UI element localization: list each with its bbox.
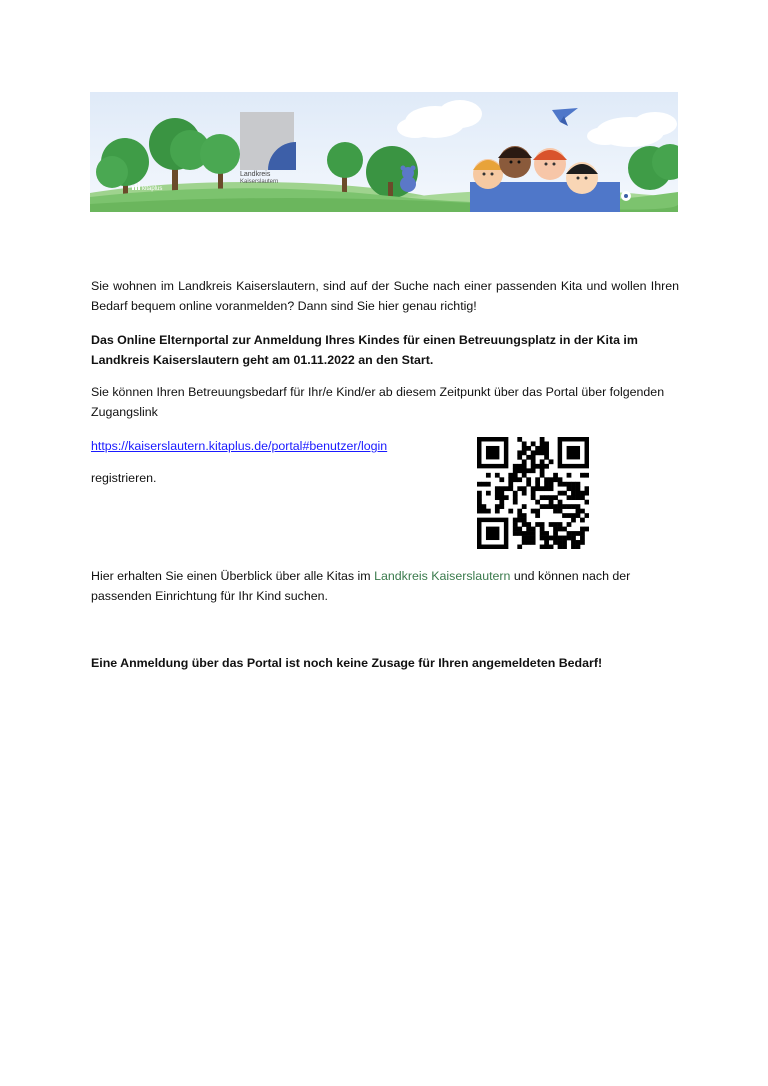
announcement-paragraph: Das Online Elternportal zur Anmeldung Ihres Kindes für einen Betreuungsplatz in der Kita im Landkreis Kaiserslautern geht am 01.11.2022 an den Start. [91, 333, 638, 367]
qr-code-icon[interactable] [477, 437, 589, 549]
brand-label: kitaplus [142, 186, 163, 192]
overview-text-end: und können nach der passenden Einrichtung für Ihr Kind suchen. [91, 569, 631, 603]
access-paragraph: Sie können Ihren Betreuungsbedarf für Ihr/e Kind/er ab diesem Zeitpunkt über das Portal über folgenden Zugangslink [91, 385, 665, 419]
district-highlight: Landkreis Kaiserslautern [374, 569, 511, 583]
register-text: registrieren. [91, 471, 157, 485]
header-banner [90, 92, 678, 212]
flower-icon [621, 191, 631, 201]
teddy-bear-icon [400, 166, 416, 193]
logo-title: Landkreis [240, 171, 271, 178]
overview-text-start: Hier erhalten Sie einen Überblick über alle Kitas im [91, 569, 375, 583]
disclaimer-paragraph: Eine Anmeldung über das Portal ist noch keine Zusage für Ihren angemeldeten Bedarf! [91, 656, 603, 670]
overview-paragraph [91, 566, 679, 606]
banner-illustration [90, 92, 678, 212]
portal-login-link[interactable]: https://kaiserslautern.kitaplus.de/portal#benutzer/login [91, 439, 388, 453]
intro-paragraph: Sie wohnen im Landkreis Kaiserslautern, sind auf der Suche nach einer passenden Kita und wollen Ihren Bedarf bequem online voranmelden? Dann sind Sie hier genau richtig! [91, 279, 679, 313]
logo-subtitle: Kaiserslautern [240, 179, 279, 185]
